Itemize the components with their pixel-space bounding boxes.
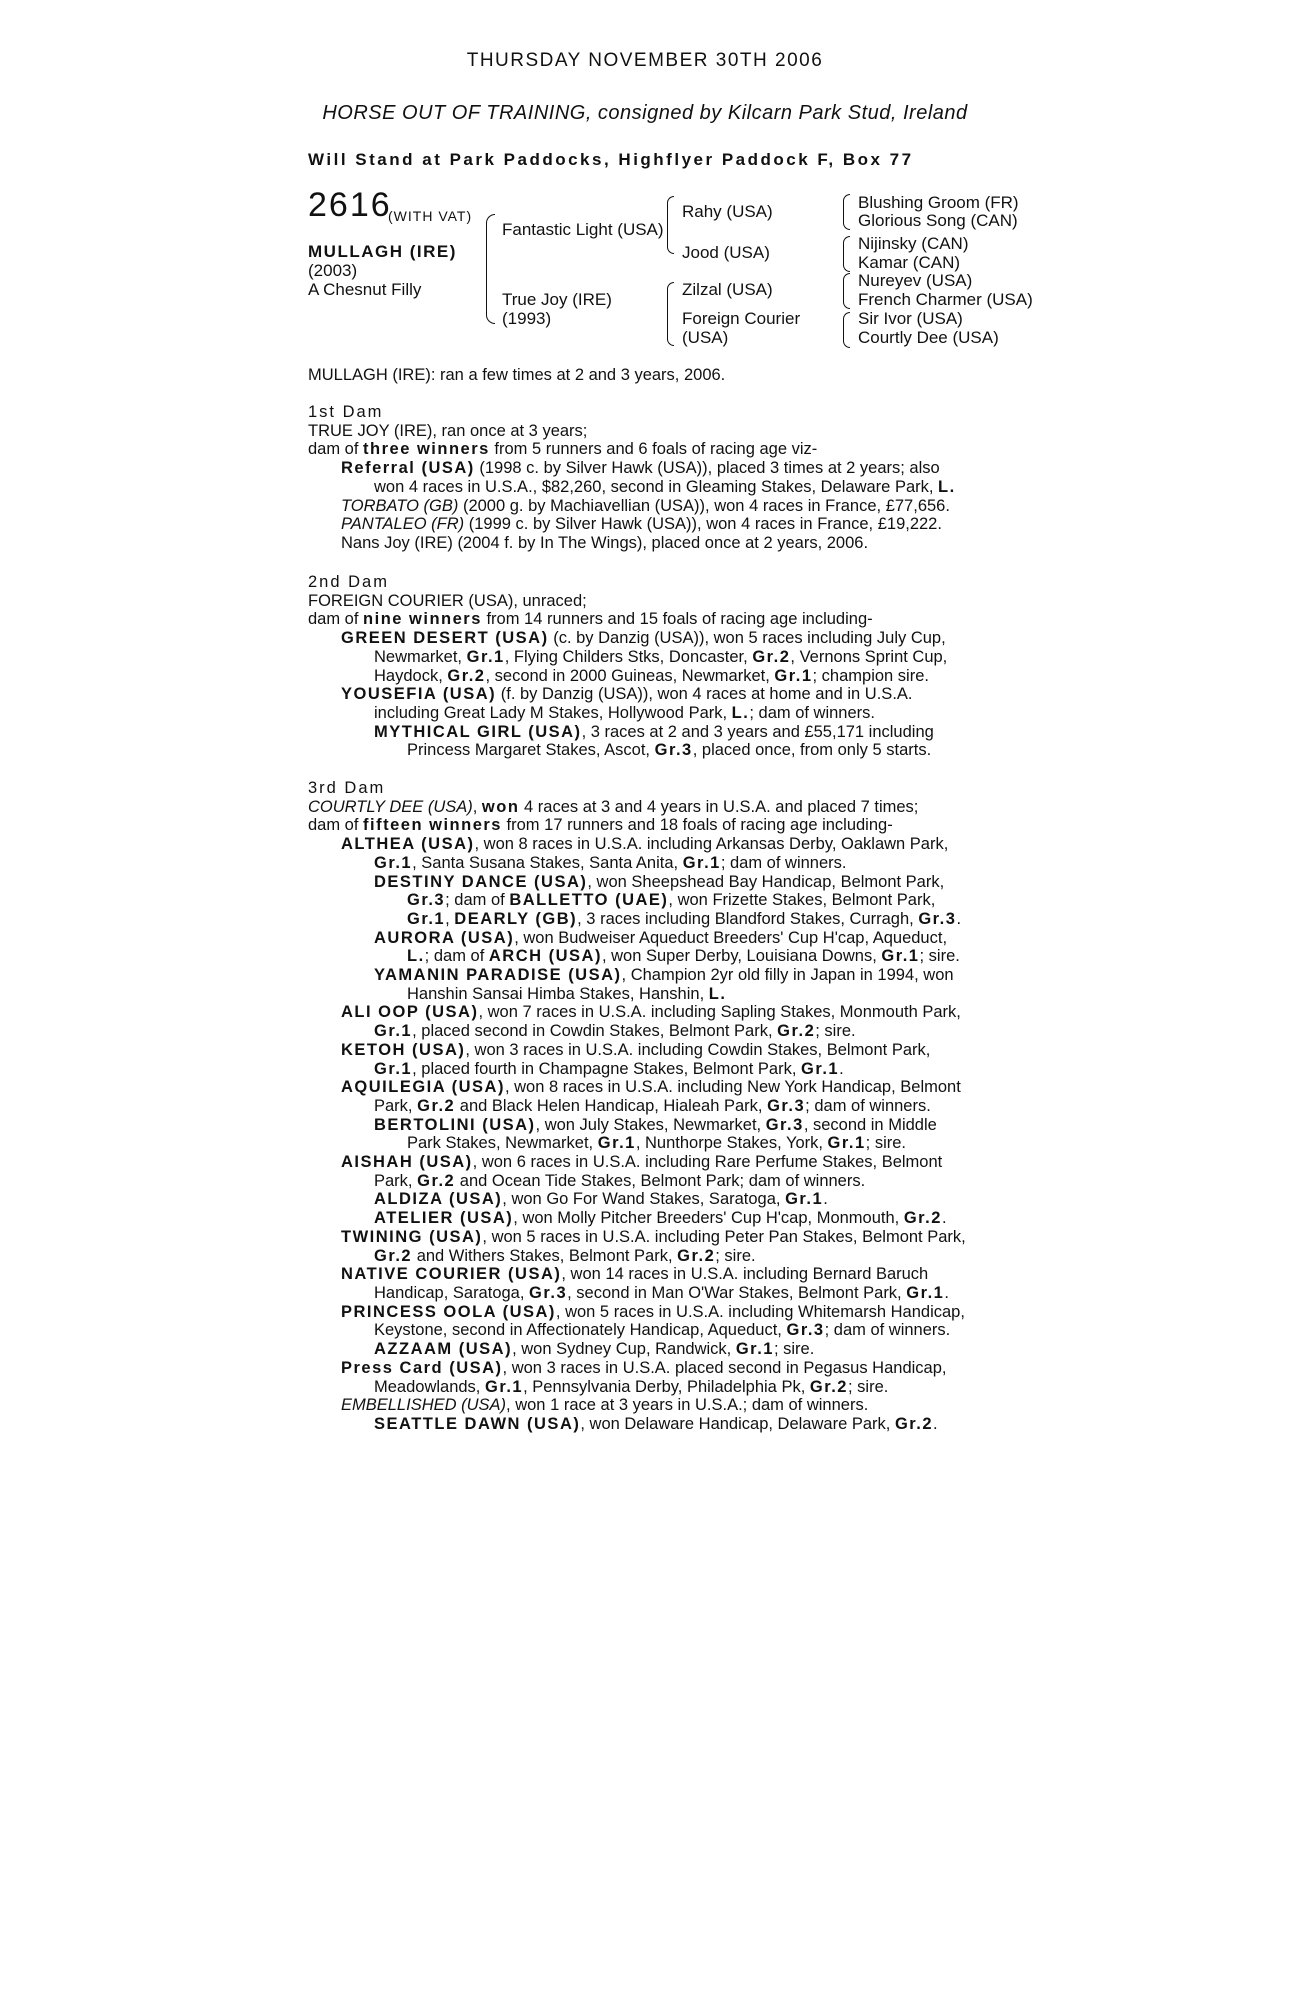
sale-date: THURSDAY NOVEMBER 30TH 2006 xyxy=(466,50,824,71)
produce-entry: Nans Joy (IRE) (2004 f. by In The Wings), placed once at 2 years, 2006. xyxy=(341,533,869,552)
produce-entry-cont: Gr.1, placed second in Cowdin Stakes, Belmont Park, Gr.2; sire. xyxy=(374,1022,856,1041)
pedigree-brace xyxy=(667,282,674,346)
great-grandparent-8: Courtly Dee (USA) xyxy=(858,328,999,347)
produce-entry-cont: Handicap, Saratoga, Gr.3, second in Man O'War Stakes, Belmont Park, Gr.1. xyxy=(374,1283,949,1302)
great-grandparent-4: Kamar (CAN) xyxy=(858,253,961,272)
produce-entry: Referral (USA) (1998 c. by Silver Hawk (USA)), placed 3 times at 2 years; also xyxy=(341,459,940,478)
horse-year: (2003) xyxy=(308,261,358,280)
great-grandparent-2: Glorious Song (CAN) xyxy=(858,211,1018,230)
produce-entry-cont: including Great Lady M Stakes, Hollywood Park, L.; dam of winners. xyxy=(374,703,875,722)
great-grandparent-5: Nureyev (USA) xyxy=(858,271,973,290)
stand-location: Will Stand at Park Paddocks, Highflyer Paddock F, Box 77 xyxy=(308,150,914,169)
produce-entry-cont: Princess Margaret Stakes, Ascot, Gr.3, placed once, from only 5 starts. xyxy=(407,741,932,760)
produce-entry: SEATTLE DAWN (USA), won Delaware Handicap, Delaware Park, Gr.2. xyxy=(374,1414,938,1433)
dam-dam: Foreign Courier xyxy=(682,309,801,328)
produce-entry-cont: Haydock, Gr.2, second in 2000 Guineas, Newmarket, Gr.1; champion sire. xyxy=(374,666,929,685)
sire-dam: Jood (USA) xyxy=(682,243,770,262)
sire-sire: Rahy (USA) xyxy=(682,202,773,221)
produce-entry: ALTHEA (USA), won 8 races in U.S.A. including Arkansas Derby, Oaklawn Park, xyxy=(341,835,949,854)
produce-entry-cont: Park, Gr.2 and Ocean Tide Stakes, Belmont Park; dam of winners. xyxy=(374,1171,866,1190)
produce-entry-cont: Park Stakes, Newmarket, Gr.1, Nunthorpe Stakes, York, Gr.1; sire. xyxy=(407,1134,906,1153)
produce-entry: PRINCESS OOLA (USA), won 5 races in U.S.A. including Whitemarsh Handicap, xyxy=(341,1302,965,1321)
sire: Fantastic Light (USA) xyxy=(502,220,664,239)
produce-summary: dam of fifteen winners from 17 runners and 18 foals of racing age including- xyxy=(308,816,893,835)
produce-entry: ALDIZA (USA), won Go For Wand Stakes, Saratoga, Gr.1. xyxy=(374,1190,828,1209)
dam-record: COURTLY DEE (USA), won 4 races at 3 and 4 years in U.S.A. and placed 7 times; xyxy=(308,797,919,816)
first-dam-section xyxy=(308,403,1008,553)
great-grandparent-3: Nijinsky (CAN) xyxy=(858,234,969,253)
produce-entry: NATIVE COURIER (USA), won 14 races in U.S.A. including Bernard Baruch xyxy=(341,1265,929,1284)
lot-number: 2616 xyxy=(308,186,392,224)
pedigree-brace xyxy=(843,273,850,309)
second-dam-section xyxy=(308,573,1008,760)
produce-entry-cont: L.; dam of ARCH (USA), won Super Derby, Louisiana Downs, Gr.1; sire. xyxy=(407,947,960,966)
great-grandparent-7: Sir Ivor (USA) xyxy=(858,309,963,328)
produce-entry-cont: Gr.1, placed fourth in Champagne Stakes, Belmont Park, Gr.1. xyxy=(374,1059,844,1078)
produce-entry: MYTHICAL GIRL (USA), 3 races at 2 and 3 years and £55,171 including xyxy=(374,722,934,741)
pedigree-brace xyxy=(843,236,850,272)
produce-entry: AISHAH (USA), won 6 races in U.S.A. including Rare Perfume Stakes, Belmont xyxy=(341,1153,943,1172)
great-grandparent-6: French Charmer (USA) xyxy=(858,290,1033,309)
section-heading: 2nd Dam xyxy=(308,573,389,591)
produce-entry: TORBATO (GB) (2000 g. by Machiavellian (USA)), won 4 races in France, £77,656. xyxy=(341,496,950,515)
produce-entry: EMBELLISHED (USA), won 1 race at 3 years in U.S.A.; dam of winners. xyxy=(341,1396,869,1415)
produce-entry: AQUILEGIA (USA), won 8 races in U.S.A. including New York Handicap, Belmont xyxy=(341,1078,961,1097)
pedigree-brace xyxy=(667,196,674,254)
produce-entry-cont: Gr.2 and Withers Stakes, Belmont Park, Gr.2; sire. xyxy=(374,1246,756,1265)
produce-entry: DESTINY DANCE (USA), won Sheepshead Bay Handicap, Belmont Park, xyxy=(374,872,945,891)
great-grandparent-1: Blushing Groom (FR) xyxy=(858,193,1019,212)
produce-entry-cont: Gr.3; dam of BALLETTO (UAE), won Frizette Stakes, Belmont Park, xyxy=(407,891,936,910)
produce-entry-cont: Park, Gr.2 and Black Helen Handicap, Hialeah Park, Gr.3; dam of winners. xyxy=(374,1096,931,1115)
pedigree-brace xyxy=(843,194,850,230)
produce-entry: Press Card (USA), won 3 races in U.S.A. placed second in Pegasus Handicap, xyxy=(341,1358,947,1377)
dam-dam-country: (USA) xyxy=(682,328,729,347)
race-record: MULLAGH (IRE): ran a few times at 2 and 3 years, 2006. xyxy=(308,366,726,384)
produce-summary: dam of three winners from 5 runners and 6 foals of racing age viz- xyxy=(308,440,818,459)
produce-entry: AURORA (USA), won Budweiser Aqueduct Breeders' Cup H'cap, Aqueduct, xyxy=(374,928,948,947)
pedigree-brace xyxy=(843,312,850,348)
dam-sire: Zilzal (USA) xyxy=(682,280,773,299)
dam: True Joy (IRE) xyxy=(502,290,612,309)
produce-entry-cont: Gr.1, Santa Susana Stakes, Santa Anita, Gr.1; dam of winners. xyxy=(374,853,847,872)
produce-entry-cont: Meadowlands, Gr.1, Pennsylvania Derby, Philadelphia Pk, Gr.2; sire. xyxy=(374,1377,889,1396)
produce-summary: dam of nine winners from 14 runners and 15 foals of racing age including- xyxy=(308,610,873,629)
produce-entry-cont: Hanshin Sansai Himba Stakes, Hanshin, L. xyxy=(407,984,727,1003)
third-dam-section xyxy=(308,779,1008,1434)
section-heading: 3rd Dam xyxy=(308,779,386,797)
produce-entry: YOUSEFIA (USA) (f. by Danzig (USA)), won 4 races at home and in U.S.A. xyxy=(341,685,913,704)
vat-note: (WITH VAT) xyxy=(388,208,473,224)
produce-entry-cont: Gr.1, DEARLY (GB), 3 races including Blandford Stakes, Curragh, Gr.3. xyxy=(407,909,962,928)
produce-entry-cont: Keystone, second in Affectionately Handicap, Aqueduct, Gr.3; dam of winners. xyxy=(374,1321,951,1340)
produce-entry: PANTALEO (FR) (1999 c. by Silver Hawk (USA)), won 4 races in France, £19,222. xyxy=(341,515,942,534)
dam-year: (1993) xyxy=(502,309,552,328)
consignment-line: HORSE OUT OF TRAINING, consigned by Kilcarn Park Stud, Ireland xyxy=(322,102,968,124)
dam-record: TRUE JOY (IRE), ran once at 3 years; xyxy=(308,421,588,440)
produce-entry: BERTOLINI (USA), won July Stakes, Newmarket, Gr.3, second in Middle xyxy=(374,1115,937,1134)
pedigree-brace xyxy=(486,214,495,324)
horse-name: MULLAGH (IRE) xyxy=(308,242,457,261)
produce-entry: AZZAAM (USA), won Sydney Cup, Randwick, Gr.1; sire. xyxy=(374,1340,815,1359)
produce-entry: GREEN DESERT (USA) (c. by Danzig (USA)), won 5 races including July Cup, xyxy=(341,629,946,648)
dam-record: FOREIGN COURIER (USA), unraced; xyxy=(308,591,587,610)
produce-entry: TWINING (USA), won 5 races in U.S.A. including Peter Pan Stakes, Belmont Park, xyxy=(341,1227,966,1246)
horse-description: A Chesnut Filly xyxy=(308,280,422,299)
produce-entry: YAMANIN PARADISE (USA), Champion 2yr old filly in Japan in 1994, won xyxy=(374,966,954,985)
produce-entry-cont: won 4 races in U.S.A., $82,260, second in Gleaming Stakes, Delaware Park, L. xyxy=(374,477,956,496)
produce-entry: ALI OOP (USA), won 7 races in U.S.A. including Sapling Stakes, Monmouth Park, xyxy=(341,1003,961,1022)
produce-entry: KETOH (USA), won 3 races in U.S.A. including Cowdin Stakes, Belmont Park, xyxy=(341,1040,931,1059)
produce-entry-cont: Newmarket, Gr.1, Flying Childers Stks, Doncaster, Gr.2, Vernons Sprint Cup, xyxy=(374,647,948,666)
produce-entry: ATELIER (USA), won Molly Pitcher Breeders' Cup H'cap, Monmouth, Gr.2. xyxy=(374,1209,947,1228)
section-heading: 1st Dam xyxy=(308,403,384,421)
